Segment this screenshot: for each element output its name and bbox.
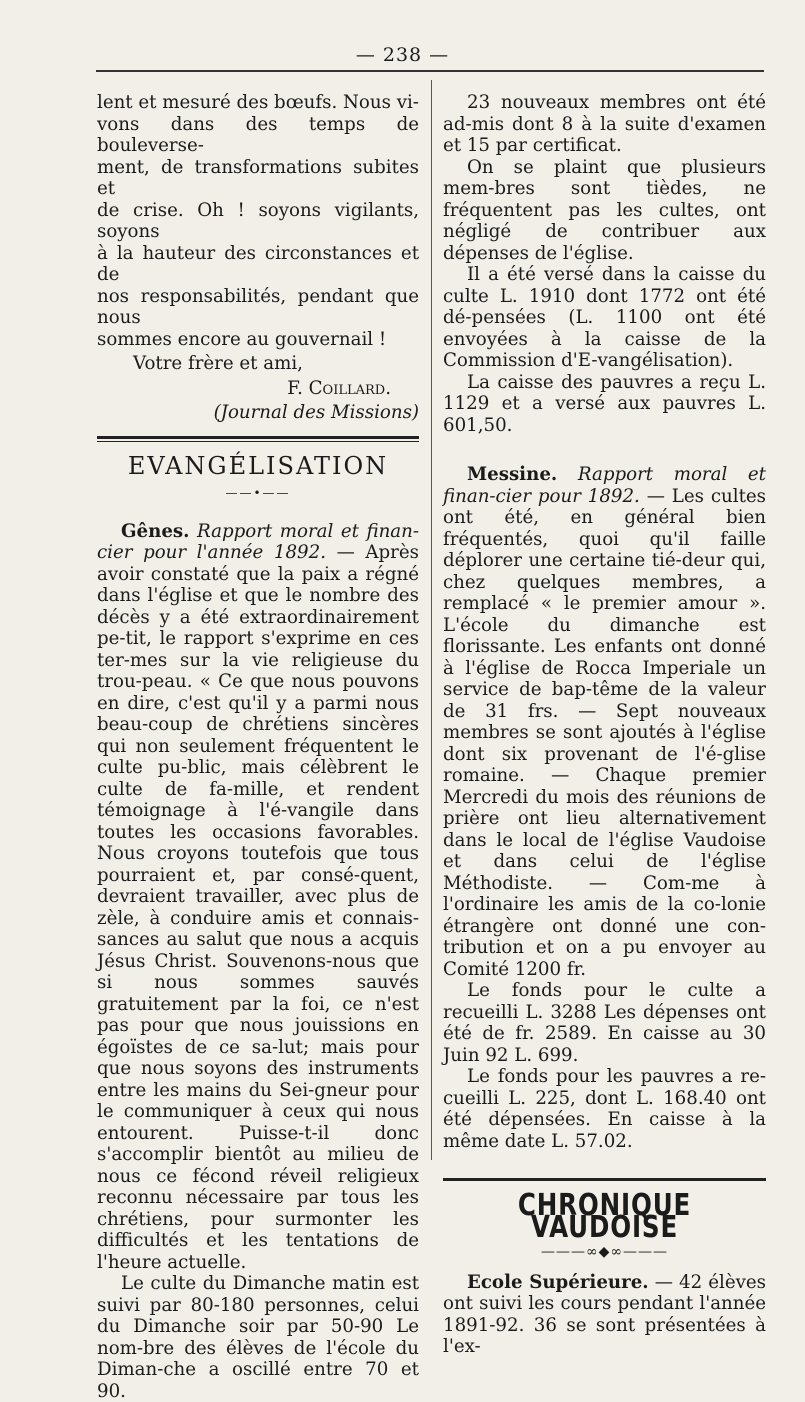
salutation: Votre frère et ami, bbox=[133, 353, 303, 374]
section-title-chronique: CHRONIQUE VAUDOISE bbox=[517, 1188, 692, 1245]
intro-line: de crise. Oh ! soyons vigilants, soyons bbox=[97, 199, 419, 242]
right-column bbox=[443, 92, 766, 1358]
intro-line: ment, de transformations subites et bbox=[97, 156, 419, 199]
paragraph-new-members: 23 nouveaux membres ont été ad-mis dont 8 à la suite d'examen et 15 par certificat. bbox=[443, 92, 766, 156]
section-gap bbox=[443, 436, 766, 464]
genes-heading: Gênes. bbox=[121, 520, 190, 542]
intro-line: nos responsabilités, pendant que nous bbox=[97, 285, 419, 328]
ornament-divider: ———∞◆∞——— bbox=[540, 1244, 669, 1260]
ornament-divider: ——•—— bbox=[225, 486, 291, 500]
signature: F. Coillard. bbox=[287, 377, 391, 399]
page-number: — 238 — bbox=[355, 44, 450, 66]
section-title-evangelisation: EVANGÉLISATION bbox=[127, 451, 389, 480]
intro-line: à la hauteur des circonstances et de bbox=[97, 242, 419, 285]
ecole-heading: Ecole Supérieure. bbox=[467, 1271, 649, 1293]
paragraph-tiedes: On se plaint que plusieurs mem-bres sont tièdes, ne fréquentent pas les cultes, ont négligé de contribuer aux dépenses de l'église. bbox=[443, 156, 766, 264]
genes-report bbox=[97, 521, 419, 1274]
messine-report bbox=[443, 464, 766, 980]
genes-subtitle: Rapport moral et finan-cier pour l'année 1892. bbox=[97, 520, 419, 563]
messine-paragraph: — Les cultes ont été, en général bien fréquentés, quoi qu'il faille déplorer une certaine tié-deur qui, chez quelques membres, a remplacé « le premier amour ». L'école du dimanche est florissante. Les enfants ont donné à l'église de Rocca Imperiale un service de bap-tême de la valeur de 31 frs. — Sept nouveaux membres se sont ajoutés à l'église dont six provenant de l'é-glise romaine. — Chaque premier Mercredi du mois des réunions de prière ont lieu alternativement dans le local de l'église Vaudoise et dans celui de l'église Méthodiste. — Com-me à l'ordinaire les amis de la co-lonie étrangère ont donné une con-tribution et on a pu envoyer au Comité 1200 fr. bbox=[443, 485, 766, 980]
culte-paragraph: Le culte du Dimanche matin est suivi par 80-180 personnes, celui du Dimanche soir par 50-90 Le nom-bre des élèves de l'école du Diman-che a oscillé entre 70 et 90. bbox=[97, 1273, 419, 1402]
source-citation: (Journal des Missions) bbox=[213, 402, 419, 423]
paragraph-fonds-culte: Le fonds pour le culte a recueilli L. 3288 Les dépenses ont été de fr. 2589. En caisse au 30 Juin 92 L. 699. bbox=[443, 980, 766, 1066]
paragraph-caisse-pauvres: La caisse des pauvres a reçu L. 1129 et a versé aux pauvres L. 601,50. bbox=[443, 371, 766, 436]
chronique-rule bbox=[443, 1178, 766, 1181]
intro-line: sommes encore au gouvernail ! bbox=[97, 328, 387, 350]
intro-line: lent et mesuré des bœufs. Nous vi- bbox=[97, 92, 419, 113]
paragraph-fonds-pauvres: Le fonds pour les pauvres a re-cueilli L. 225, dont L. 168.40 ont été dépensées. En caisse à la même date L. 57.02. bbox=[443, 1066, 766, 1152]
ecole-paragraph: — 42 élèves ont suivi les cours pendant l'année 1891-92. 36 se sont présentées à l'ex- bbox=[443, 1271, 766, 1357]
left-column bbox=[97, 92, 419, 1402]
intro-line: vons dans des temps de bouleverse- bbox=[97, 113, 419, 156]
ecole-report bbox=[443, 1272, 766, 1358]
header-rule bbox=[96, 70, 764, 72]
paragraph-caisse-culte: Il a été versé dans la caisse du culte L. 1910 dont 1772 ont été dé-pensées (L. 1100 ont été envoyées à la caisse de la Commission d'E-vangélisation). bbox=[443, 264, 766, 371]
column-divider bbox=[431, 80, 432, 1160]
messine-subtitle: Rapport moral et finan-cier pour 1892. bbox=[443, 464, 766, 507]
genes-paragraph: — Après avoir constaté que la paix a régné dans l'église et que le nombre des décès y a été extraordinairement pe-tit, le rapport s'exprime en ces ter-mes sur la vie religieuse du trou-peau. « Ce que nous pouvons en dire, c'est qu'il y a parmi nous beau-coup de chrétiens sincères qui non seulement fréquentent le culte pu-blic, mais célèbrent le culte de fa-mille, et rendent témoignage à l'é-vangile dans toutes les occasions favorables. Nous croyons toutefois que tous pourraient et, par consé-quent, devraient travailler, avec plus de zèle, à conduire amis et connais-sances au salut que nous a acquis Jésus Christ. Souvenons-nous que si nous sommes sauvés gratuitement par la foi, ce n'est pas pour que nous jouissions en égoïstes de ce sa-lut; mais pour que nous soyons des instruments entre les mains du Sei-gneur pour le communiquer à ceux qui nous entourent. Puisse-t-il donc s'accomplir bientôt au milieu de nous ce fécond réveil religieux reconnu nécessaire par tous les chrétiens, pour surmonter les difficultés et les tentations de l'heure actuelle. bbox=[97, 542, 419, 1273]
letter-closing bbox=[97, 92, 419, 350]
messine-heading: Messine. bbox=[467, 464, 558, 485]
section-separator bbox=[97, 436, 419, 442]
